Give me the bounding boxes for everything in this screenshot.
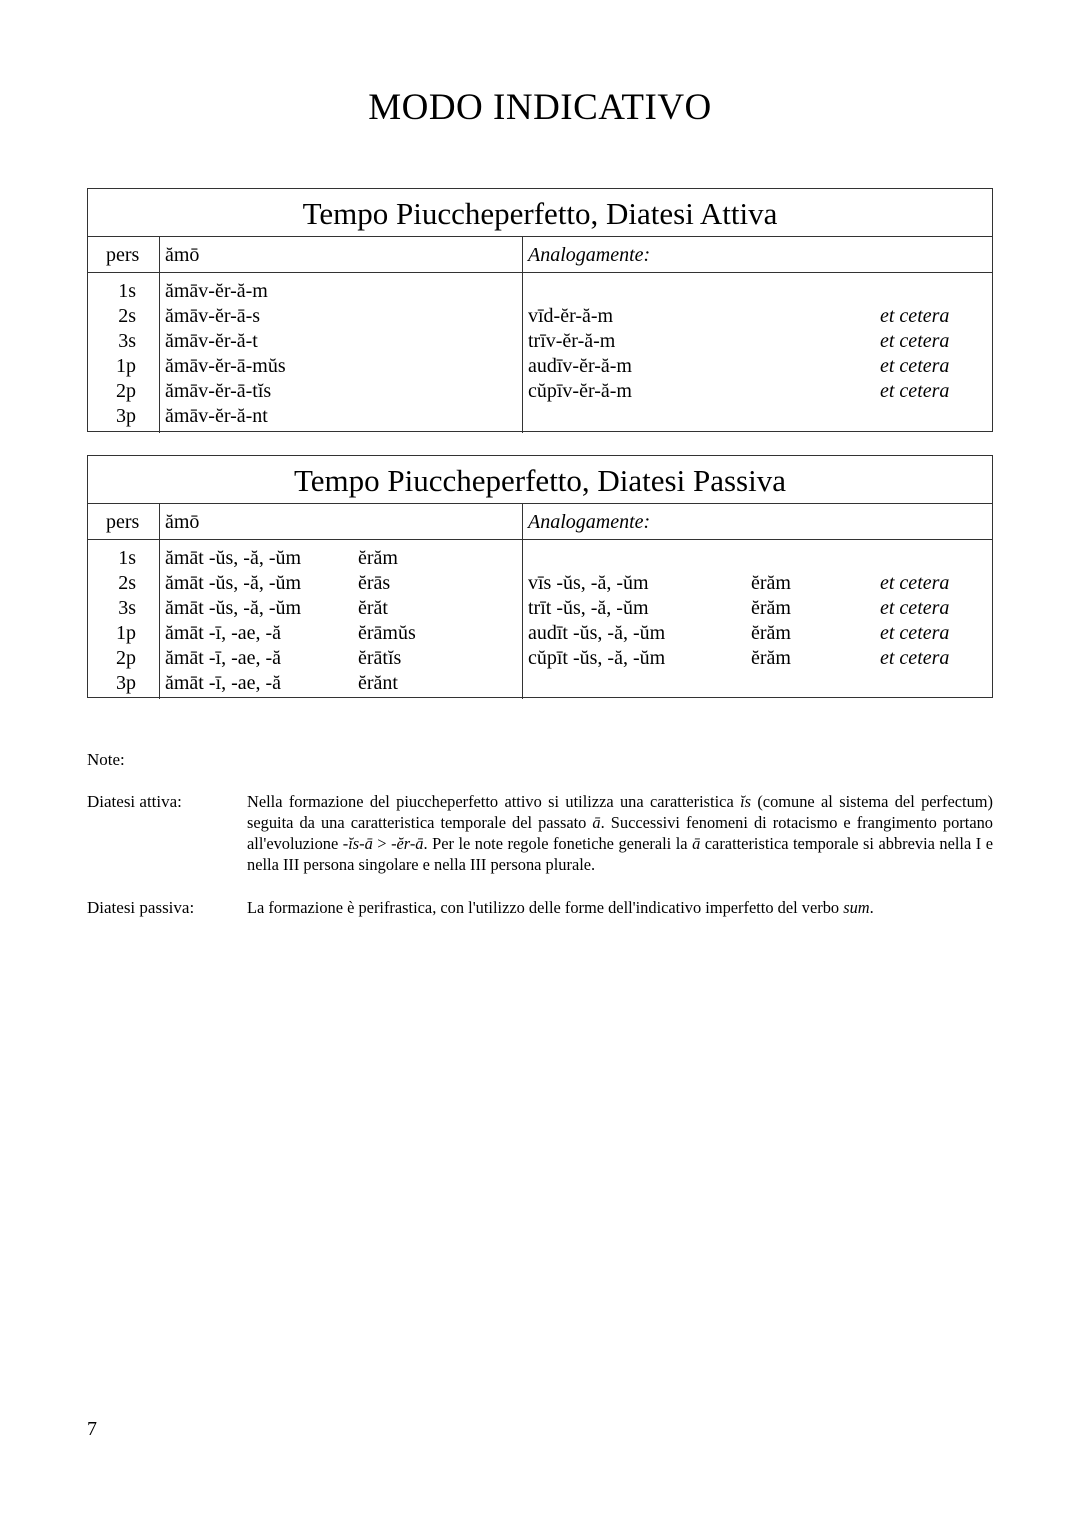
- row-pers: 1p: [116, 622, 136, 644]
- table-row: [88, 597, 992, 622]
- table-row: [88, 380, 992, 405]
- analog-form: vīs -ŭs, -ă, -ŭm: [528, 572, 649, 594]
- row-form: ămāt -ŭs, -ă, -ŭm: [165, 572, 302, 594]
- analog-etc: et cetera: [880, 622, 950, 644]
- table-row: [88, 280, 992, 305]
- table-row: [88, 572, 992, 597]
- passive-table-header: [88, 504, 992, 540]
- passive-note-text: La formazione è perifrastica, con l'utilizzo delle forme dell'indicativo imperfetto del verbo sum.: [247, 898, 874, 917]
- analog-aux: ĕrăm: [751, 647, 791, 669]
- row-aux: ĕrănt: [358, 672, 398, 694]
- analog-etc: et cetera: [880, 380, 950, 402]
- header-pers: pers: [106, 244, 140, 266]
- row-form: ămāt -ī, -ae, -ă: [165, 672, 282, 694]
- header-analog: Analogamente:: [528, 244, 651, 266]
- analog-etc: et cetera: [880, 647, 950, 669]
- active-note-label: Diatesi attiva:: [87, 792, 182, 811]
- row-form: ămāt -ī, -ae, -ă: [165, 647, 282, 669]
- row-pers: 3p: [116, 672, 136, 694]
- row-pers: 3s: [118, 597, 136, 619]
- header-pers: pers: [106, 511, 140, 533]
- row-form: ămāv-ĕr-ă-nt: [165, 405, 268, 427]
- analog-aux: ĕrăm: [751, 572, 791, 594]
- active-table-body: [88, 273, 992, 433]
- table-row: [88, 405, 992, 430]
- active-note-text: Nella formazione del piuccheperfetto attivo si utilizza una caratteristica ĭs (comune al sistema del perfectum) seguita da una caratteristica temporale del passato ā. Successivi fenomeni di rotacismo e frangimento portano all'evoluzione -ĭs-ā > -ĕr-ā. Per le note regole fonetiche generali la ā caratteristica temporale si abbrevia nella I e nella III persona singolare e nella III persona plurale.: [247, 792, 993, 874]
- row-pers: 2s: [118, 572, 136, 594]
- row-aux: ĕrātĭs: [358, 647, 402, 669]
- analog-form: trīv-ĕr-ă-m: [528, 330, 616, 352]
- header-analog: Analogamente:: [528, 511, 651, 533]
- row-aux: ĕrăt: [358, 597, 388, 619]
- table-row: [88, 547, 992, 572]
- table-row: [88, 672, 992, 697]
- row-pers: 1s: [118, 547, 136, 569]
- table-row: [88, 622, 992, 647]
- row-form: ămāv-ĕr-ā-tĭs: [165, 380, 272, 402]
- page-title: MODO INDICATIVO: [368, 87, 712, 128]
- analog-form: cŭpīt -ŭs, -ă, -ŭm: [528, 647, 666, 669]
- table-row: [88, 330, 992, 355]
- analog-aux: ĕrăm: [751, 622, 791, 644]
- header-verb: ămō: [165, 511, 200, 533]
- row-form: ămāv-ĕr-ā-s: [165, 305, 261, 327]
- row-form: ămāv-ĕr-ă-t: [165, 330, 258, 352]
- analog-etc: et cetera: [880, 572, 950, 594]
- row-pers: 3p: [116, 405, 136, 427]
- row-aux: ĕrās: [358, 572, 391, 594]
- active-table-title: Tempo Piuccheperfetto, Diatesi Attiva: [88, 189, 992, 237]
- analog-etc: et cetera: [880, 305, 950, 327]
- passive-table-body: [88, 540, 992, 699]
- row-form: ămāt -ī, -ae, -ă: [165, 622, 282, 644]
- passive-conjugation-table: [87, 455, 993, 698]
- table-row: [88, 355, 992, 380]
- analog-etc: et cetera: [880, 330, 950, 352]
- analog-etc: et cetera: [880, 355, 950, 377]
- header-verb: ămō: [165, 244, 200, 266]
- passive-note-label: Diatesi passiva:: [87, 898, 195, 917]
- row-pers: 2p: [116, 647, 136, 669]
- row-pers: 1s: [118, 280, 136, 302]
- row-form: ămāv-ĕr-ā-mŭs: [165, 355, 286, 377]
- table-row: [88, 305, 992, 330]
- analog-form: cŭpīv-ĕr-ă-m: [528, 380, 632, 402]
- analog-aux: ĕrăm: [751, 597, 791, 619]
- row-aux: ĕrăm: [358, 547, 398, 569]
- analog-form: vīd-ĕr-ă-m: [528, 305, 614, 327]
- active-conjugation-table: [87, 188, 993, 432]
- table-row: [88, 647, 992, 672]
- row-aux: ĕrāmŭs: [358, 622, 416, 644]
- page-number: 7: [87, 1418, 97, 1440]
- analog-etc: et cetera: [880, 597, 950, 619]
- row-pers: 3s: [118, 330, 136, 352]
- row-pers: 2p: [116, 380, 136, 402]
- analog-form: audīt -ŭs, -ă, -ŭm: [528, 622, 666, 644]
- row-form: ămāv-ĕr-ă-m: [165, 280, 268, 302]
- row-pers: 1p: [116, 355, 136, 377]
- row-form: ămāt -ŭs, -ă, -ŭm: [165, 547, 302, 569]
- notes-heading: Note:: [87, 750, 125, 769]
- row-form: ămāt -ŭs, -ă, -ŭm: [165, 597, 302, 619]
- row-pers: 2s: [118, 305, 136, 327]
- analog-form: trīt -ŭs, -ă, -ŭm: [528, 597, 649, 619]
- passive-table-title: Tempo Piuccheperfetto, Diatesi Passiva: [88, 456, 992, 504]
- active-table-header: [88, 237, 992, 273]
- analog-form: audīv-ĕr-ă-m: [528, 355, 632, 377]
